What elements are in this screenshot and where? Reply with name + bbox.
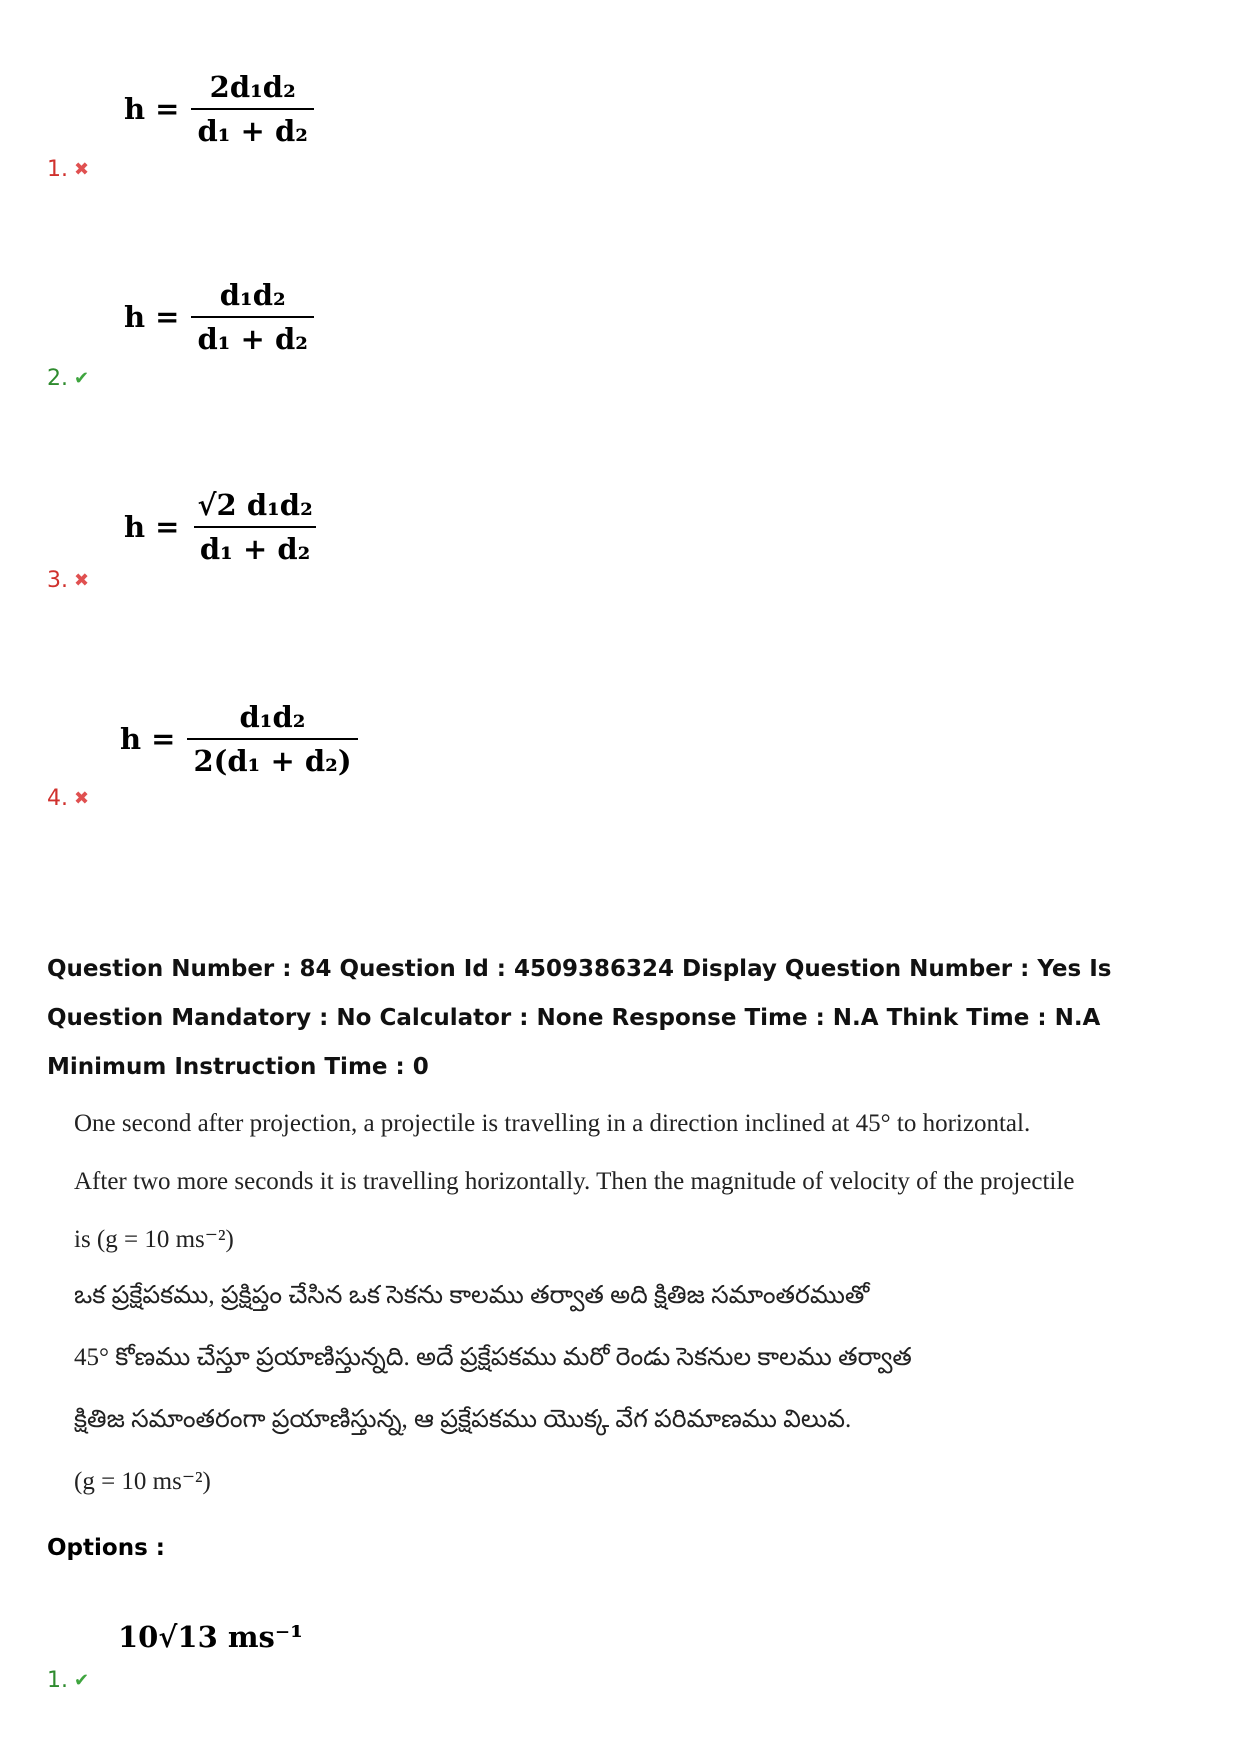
formula-lhs: h = (124, 300, 180, 334)
fraction (191, 70, 313, 148)
question-line-telugu: ఒక ప్రక్షేపకము, ప్రక్షిప్తం చేసిన ఒక సెకను కాలము తర్వాత అది క్షితిజ సమాంతరముతో (74, 1282, 870, 1309)
question-line-telugu: 45° కోణము చేస్తూ ప్రయాణిస్తున్నది. అదే ప్రక్షేపకము మరో రెండు సెకనుల కాలము తర్వాత (74, 1344, 912, 1371)
numerator: √2 d₁d₂ (197, 488, 313, 522)
option-formula (124, 70, 314, 148)
option-formula (124, 488, 319, 566)
cross-icon: ✖ (74, 788, 90, 809)
fraction (187, 700, 357, 778)
denominator: d₁ + d₂ (191, 316, 313, 356)
question-line-english: After two more seconds it is travelling horizontally. Then the magnitude of velocity of the projectile (74, 1168, 1075, 1195)
option-label (47, 157, 89, 182)
option-number: 3. (47, 568, 68, 593)
cross-icon: ✖ (74, 570, 90, 591)
check-icon: ✔ (74, 1670, 90, 1691)
question-meta: Question Number : 84 Question Id : 4509386324 Display Question Number : Yes Is Question Mandatory : No Calculator : None Response Time : N.A Think Time : N.A Minimum Instruction Time : 0 (47, 956, 1112, 1080)
fraction (191, 278, 313, 356)
denominator: d₁ + d₂ (191, 108, 313, 148)
fraction (191, 488, 318, 566)
option-number: 1. (47, 1668, 68, 1693)
formula-lhs: h = (120, 722, 176, 756)
question-line-english: is (g = 10 ms⁻²) (74, 1226, 234, 1253)
formula-lhs: h = (124, 92, 180, 126)
cross-icon: ✖ (74, 159, 90, 180)
option-label (47, 568, 89, 593)
numerator: d₁d₂ (239, 700, 306, 734)
option-number: 4. (47, 786, 68, 811)
option-formula: 10√13 ms⁻¹ (118, 1620, 303, 1654)
option-formula (124, 278, 314, 356)
option-label (47, 786, 89, 811)
formula-lhs: h = (124, 510, 180, 544)
denominator: 2(d₁ + d₂) (187, 738, 357, 778)
question-line-telugu: (g = 10 ms⁻²) (74, 1468, 211, 1495)
numerator: 2d₁d₂ (209, 70, 296, 104)
question-line-telugu: క్షితిజ సమాంతరంగా ప్రయాణిస్తున్న, ఆ ప్రక్షేపకము యొక్క వేగ పరిమాణము విలువ. (74, 1406, 852, 1433)
option-formula (120, 700, 358, 778)
options-heading: Options : (47, 1535, 165, 1561)
option-label (47, 366, 89, 391)
option-number: 2. (47, 366, 68, 391)
check-icon: ✔ (74, 368, 90, 389)
option-label (47, 1668, 89, 1693)
option-number: 1. (47, 157, 68, 182)
numerator: d₁d₂ (219, 278, 286, 312)
question-line-english: One second after projection, a projectile is travelling in a direction inclined at 45° to horizontal. (74, 1110, 1031, 1137)
denominator: d₁ + d₂ (194, 526, 316, 566)
